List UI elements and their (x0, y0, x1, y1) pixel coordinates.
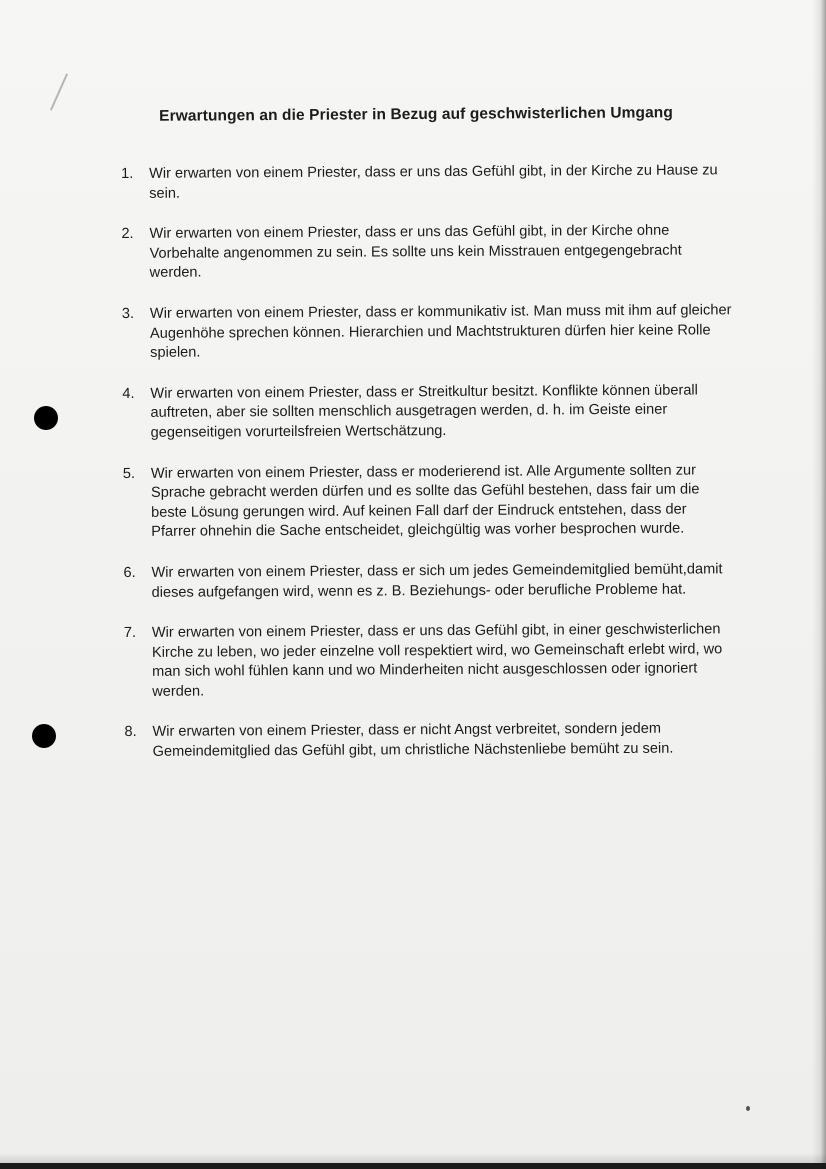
page-edge-shadow (812, 0, 826, 1169)
item-text: Wir erwarten von einem Priester, dass er uns das Gefühl gibt, in einer geschwisterlichen Kirche zu leben, wo jeder einzelne voll respektiert wird, wo Gemeinschaft erlebt wird, wo man sich wohl fühlen kann und wo Minderheiten nicht ausgeschlossen oder ignoriert werden. (151, 621, 723, 700)
item-text: Wir erwarten von einem Priester, dass er Streitkultur besitzt. Konflikte können überall auftreten, aber sie sollten menschlich ausgetragen werden, d. h. im Geiste einer gegenseitigen vorurteilsfreien Wertschätzung. (150, 382, 698, 441)
item-number: 6. (123, 564, 136, 581)
punch-hole-bottom (32, 724, 56, 748)
item-text: Wir erwarten von einem Priester, dass er sich um jedes Gemeindemitglied bemüht,damit dieses aufgefangen wird, wenn es z. B. Beziehungs- oder berufliche Probleme hat. (151, 561, 723, 601)
item-text: Wir erwarten von einem Priester, dass er kommunikativ ist. Man muss mit ihm auf gleicher Augenhöhe sprechen können. Hierarchien und Machtstrukturen dürfen hier keine Rolle spielen. (149, 302, 732, 361)
item-number: 8. (124, 724, 137, 741)
item-text: Wir erwarten von einem Priester, dass er moderierend ist. Alle Argumente sollten zur Sprache gebracht werden dürfen und es sollte das Gefühl bestehen, dass fair um die beste Lösung gerungen wird. Auf keinen Fall darf der Eindruck entstehen, dass der Pfarrer ohnehin die Sache entscheidet, gleichgültig was vorher besprochen wurde. (150, 462, 700, 541)
expectations-list (121, 161, 735, 783)
item-number: 3. (121, 305, 135, 322)
pencil-mark (50, 73, 68, 110)
item-number: 7. (123, 625, 137, 642)
punch-hole-top (34, 406, 58, 430)
item-number: 2. (121, 226, 134, 243)
item-number: 5. (122, 465, 136, 482)
list-item (121, 221, 731, 284)
item-number: 4. (122, 385, 135, 402)
bottom-edge-shadow (0, 1153, 826, 1163)
item-text: Wir erwarten von einem Priester, dass er uns das Gefühl gibt, in der Kirche ohne Vorbehalte angenommen zu sein. Es sollte uns kein Misstrauen entgegengebracht werden. (149, 222, 682, 282)
list-item (123, 461, 733, 543)
list-item (124, 620, 734, 702)
list-item (121, 161, 731, 204)
list-item (123, 560, 733, 603)
item-number: 1. (121, 165, 134, 182)
list-item (122, 381, 732, 444)
document-title: Erwartungen an die Priester in Bezug auf geschwisterlichen Umgang (159, 104, 673, 125)
item-text: Wir erwarten von einem Priester, dass er uns das Gefühl gibt, in der Kirche zu Hause zu sein. (149, 162, 718, 202)
item-text: Wir erwarten von einem Priester, dass er nicht Angst verbreitet, sondern jedem Gemeindemitglied das Gefühl gibt, um christliche Nächstenliebe bemüht zu sein. (152, 721, 674, 760)
list-item (122, 301, 732, 364)
list-item (124, 720, 734, 763)
scanner-bottom-border (0, 1163, 826, 1169)
scan-speck (746, 1106, 750, 1111)
